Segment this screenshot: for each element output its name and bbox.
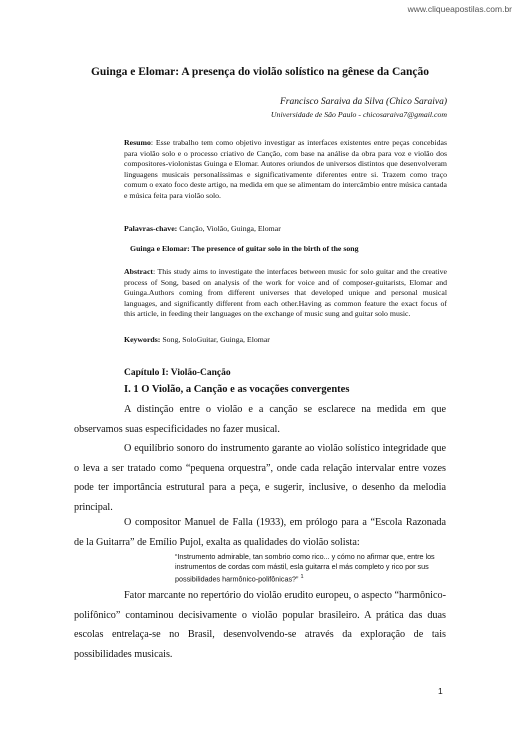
abstract-text: : This study aims to investigate the interfaces between music for solo guitar and the creative process of Song, based on analysis of the work for voice and of composer-guitarists, Elomar and Guinga.Authors coming from different universes that developed unique and personal musical languages, and significantly different from each other.Having as common feature the exact focus of this article, in feeding their languages on the exchange of music sung and guitar solo music. — [124, 267, 447, 318]
watermark: www.cliqueapostilas.com.br — [407, 4, 512, 14]
keywords-text: Song, SoloGuitar, Guinga, Elomar — [160, 335, 270, 344]
abstract-block — [124, 267, 447, 320]
body-paragraph-2: O equilíbrio sonoro do instrumento garante ao violão solístico integridade que o leva a ser tratado como “pequena orquestra”, onde cada relação intervalar entre vozes pode ter importância estrutural para a peça, e sugerir, inclusive, o desenho da melodia principal. — [74, 443, 446, 513]
chapter-heading: Capítulo I: Violão-Canção — [124, 368, 231, 378]
english-title: Guinga e Elomar: The presence of guitar solo in the birth of the song — [130, 244, 359, 253]
author-affiliation: Universidade de São Paulo - chicosaraiva7@gmail.com — [270, 110, 447, 119]
palavras-chave-block — [124, 224, 447, 235]
abstract-label: Abstract — [124, 267, 154, 276]
resumo-block — [124, 138, 447, 201]
block-quote — [175, 552, 435, 584]
keywords-label: Keywords: — [124, 335, 161, 344]
section-heading: I. 1 O Violão, a Canção e as vocações convergentes — [124, 384, 350, 395]
resumo-text: : Esse trabalho tem como objetivo investigar as interfaces existentes entre peças concebidas para violão solo e o processo criativo de Canção, com base na análise da obra para voz e violão dos compositores-violonistas Guinga e Elomar. Autores oriundos de universos distintos que desenvolveram linguagens musicais personalíssimas e significativamente diferentes entre si. Trazem como traço comum o exato foco deste artigo, na medida em que se alimentam do intercâmbio entre música cantada e música feita para violão solo. — [124, 138, 447, 200]
quote-text: “Instrumento admirable, tan sombrio como rico... y cómo no afirmar que, entre los instrumentos de cordas com mástil, esla guitarra el más completo y rico por sus possibilidades harmônico-polifônicas?” — [175, 552, 435, 584]
palavras-chave-text: Canção, Violão, Guinga, Elomar — [177, 224, 281, 233]
paper-title: Guinga e Elomar: A presença do violão solístico na gênese da Canção — [90, 66, 430, 78]
author-name: Francisco Saraiva da Silva (Chico Saraiva) — [279, 97, 447, 107]
body-paragraph-3: O compositor Manuel de Falla (1933), em prólogo para a “Escola Razonada de la Guitarra” de Emílio Pujol, exalta as qualidades do violão solista: — [74, 517, 446, 548]
page-number: 1 — [438, 686, 443, 696]
body-paragraph-4: Fator marcante no repertório do violão erudito europeu, o aspecto “harmônico-polifônico” contaminou decisivamente o violão popular brasileiro. A prática das duas escolas entrelaça-se no Brasil, desenvolvendo-se através da exploração de tais possibilidades musicais. — [74, 590, 446, 660]
body-paragraph-1: A distinção entre o violão e a canção se esclarece na medida em que observamos suas especificidades no fazer musical. — [74, 404, 446, 435]
palavras-chave-label: Palavras-chave: — [124, 224, 178, 233]
footnote-marker: 1 — [300, 574, 304, 580]
keywords-block — [124, 335, 447, 346]
resumo-label: Resumo — [124, 138, 151, 147]
